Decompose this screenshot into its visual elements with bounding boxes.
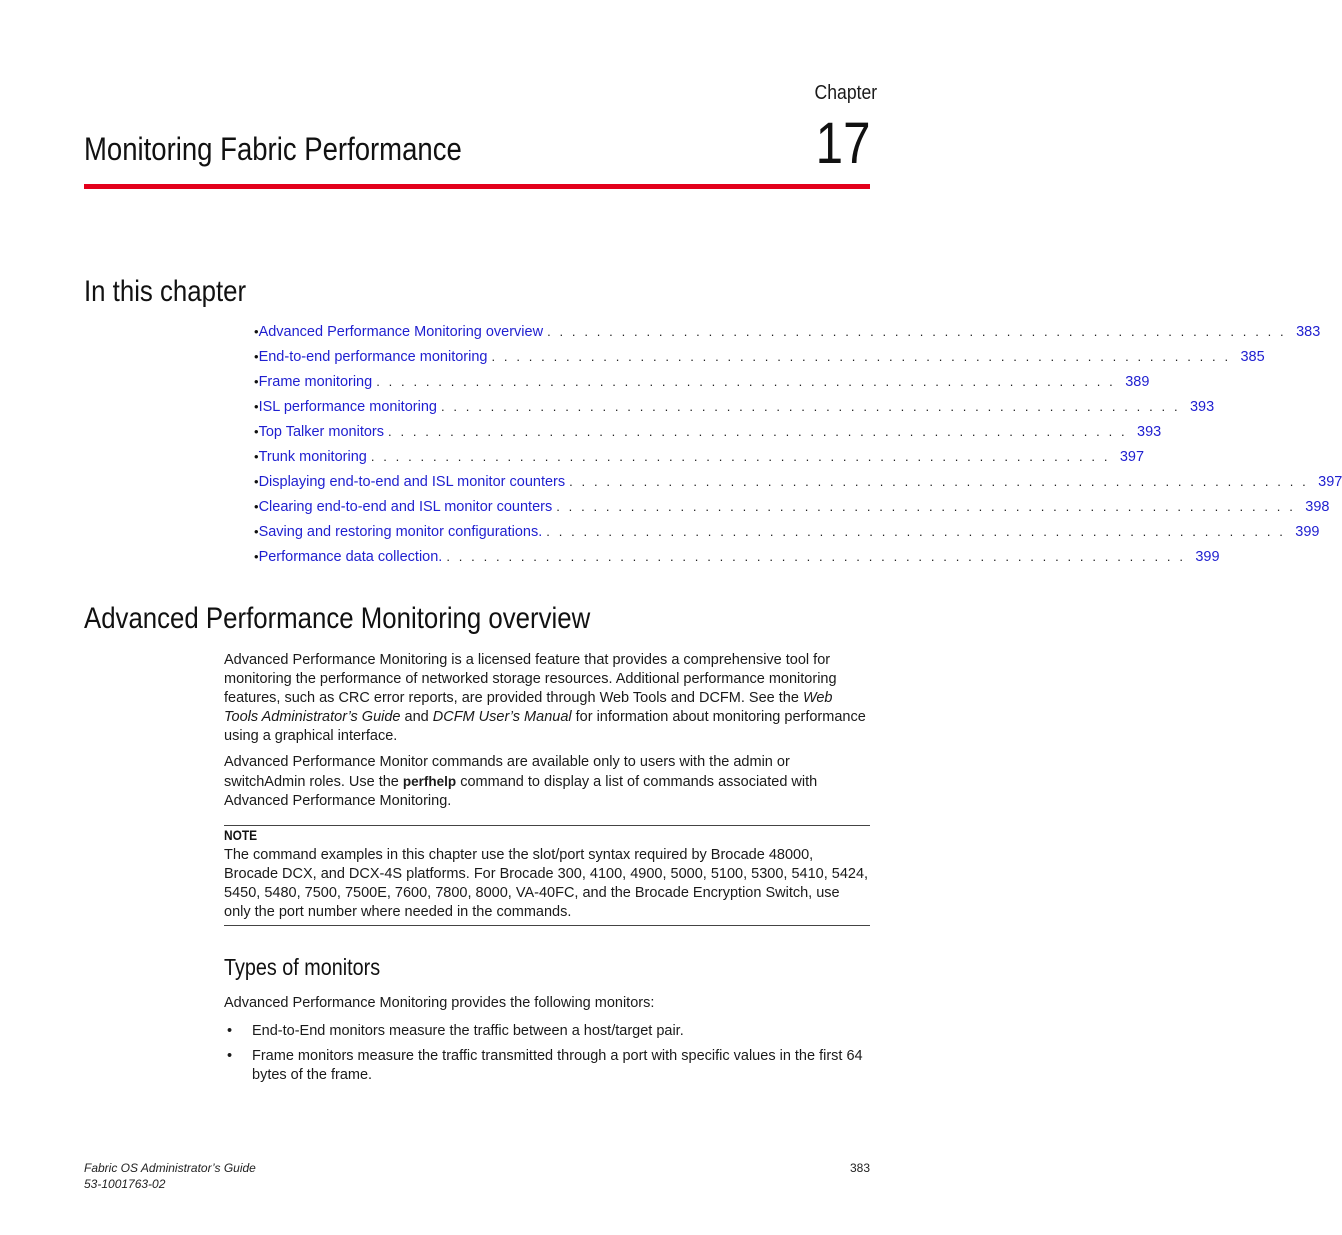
monitor-types-list <box>224 1022 870 1085</box>
note-top-rule <box>224 825 870 826</box>
toc-page-number[interactable]: 383 <box>1296 324 1321 340</box>
toc-link[interactable]: Saving and restoring monitor configurations. <box>258 524 543 540</box>
perfhelp-command: perfhelp <box>402 774 457 789</box>
toc-leader-dots: . . . . . . . . . . . . . . . . . . . . . . . . . . . . . . . . . . . . . . . . . . . . . . . . . . . . . . . . . . . . <box>556 499 1296 514</box>
toc-leader-dots: . . . . . . . . . . . . . . . . . . . . . . . . . . . . . . . . . . . . . . . . . . . . . . . . . . . . . . . . . . . . <box>569 474 1309 489</box>
toc-leader-dots: . . . . . . . . . . . . . . . . . . . . . . . . . . . . . . . . . . . . . . . . . . . . . . . . . . . . . . . . . . . . <box>370 449 1111 464</box>
bullet-icon: • <box>227 1048 233 1064</box>
toc-leader-dots: . . . . . . . . . . . . . . . . . . . . . . . . . . . . . . . . . . . . . . . . . . . . . . . . . . . . . . . . . . . . <box>440 399 1181 414</box>
toc-link[interactable]: Clearing end-to-end and ISL monitor counters <box>258 499 553 515</box>
footer-page-number: 383 <box>849 1161 870 1175</box>
bullet-icon: • <box>254 324 259 339</box>
toc-leader-dots: . . . . . . . . . . . . . . . . . . . . . . . . . . . . . . . . . . . . . . . . . . . . . . . . . . . . . . . . . . . . <box>446 549 1186 564</box>
toc-page-number[interactable]: 393 <box>1189 399 1215 415</box>
toc-entry[interactable] <box>254 546 1220 571</box>
toc-page-number[interactable]: 385 <box>1240 349 1265 365</box>
note-bottom-rule <box>224 925 870 926</box>
toc-entry[interactable] <box>254 471 1342 496</box>
toc-entry[interactable] <box>254 321 1321 346</box>
toc-link[interactable]: ISL performance monitoring <box>258 399 437 415</box>
toc-leader-dots: . . . . . . . . . . . . . . . . . . . . . . . . . . . . . . . . . . . . . . . . . . . . . . . . . . . . . . . . . . . . <box>376 374 1116 389</box>
toc-entry[interactable] <box>254 396 1215 421</box>
bullet-icon: • <box>254 549 259 564</box>
bullet-icon: • <box>254 524 259 539</box>
toc-page-number[interactable]: 397 <box>1119 449 1145 465</box>
toc-leader-dots: . . . . . . . . . . . . . . . . . . . . . . . . . . . . . . . . . . . . . . . . . . . . . . . . . . . . . . . . . . . . <box>547 324 1287 339</box>
note-text: The command examples in this chapter use the slot/port syntax required by Brocade 48000, Brocade DCX, and DCX-4S platforms. For Brocade 300, 4100, 4900, 5000, 5100, 5300, 5410, 5424, 5450, 5480, 7500, 7500E, 7600, 7800, 8000, VA-40FC, and the Brocade Encryption Switch, use only the port number where needed in the commands. <box>224 847 869 920</box>
toc-link[interactable]: Displaying end-to-end and ISL monitor counters <box>258 474 566 490</box>
list-item: • Frame monitors measure the traffic transmitted through a port with specific values in the first 64 bytes of the frame. <box>227 1048 863 1083</box>
bullet-icon: • <box>254 349 259 364</box>
toc-page-number[interactable]: 389 <box>1125 374 1150 390</box>
footer-doc-title: Fabric OS Administrator’s Guide <box>84 1161 256 1175</box>
bullet-icon: • <box>254 399 259 414</box>
bullet-icon: • <box>254 474 259 489</box>
overview-paragraph-1: Advanced Performance Monitoring is a licensed feature that provides a comprehensive tool for monitoring the performance of networked storage resources. Additional performance monitoring features, such as CRC error reports, are provided through Web Tools and DCFM. See the Web Tools Administrator’s Guide and DCFM User’s Manual for information about monitoring performance using a graphical interface. <box>224 652 866 744</box>
toc-leader-dots: . . . . . . . . . . . . . . . . . . . . . . . . . . . . . . . . . . . . . . . . . . . . . . . . . . . . . . . . . . . . <box>491 349 1231 364</box>
bullet-icon: • <box>254 449 259 464</box>
dcfm-manual-ref: DCFM User’s Manual <box>432 709 572 725</box>
toc-entry[interactable] <box>254 496 1330 521</box>
bullet-icon: • <box>254 374 259 389</box>
toc-entry[interactable] <box>254 371 1150 396</box>
toc-leader-dots: . . . . . . . . . . . . . . . . . . . . . . . . . . . . . . . . . . . . . . . . . . . . . . . . . . . . . . . . . . . . <box>546 524 1286 539</box>
footer-doc-number: 53-1001763-02 <box>84 1177 166 1191</box>
toc-page-number[interactable]: 398 <box>1305 499 1330 515</box>
overview-paragraph-2: Advanced Performance Monitor commands are available only to users with the admin or switchAdmin roles. Use the perfhelp command to display a list of commands associated with Advanced Performance Monitoring. <box>224 754 818 809</box>
web-tools-guide-ref: Web Tools Administrator’s Guide <box>224 690 833 725</box>
toc-page-number[interactable]: 399 <box>1195 549 1220 565</box>
toc-page-number[interactable]: 399 <box>1295 524 1320 540</box>
page-title: Monitoring Fabric Performance <box>84 131 462 167</box>
toc-entry[interactable] <box>254 346 1265 371</box>
toc-page-number[interactable]: 397 <box>1318 474 1342 490</box>
types-heading: Types of monitors <box>224 954 381 980</box>
types-intro: Advanced Performance Monitoring provides the following monitors: <box>224 995 655 1011</box>
toc-entry[interactable] <box>254 421 1162 446</box>
toc-link[interactable]: Frame monitoring <box>258 374 373 390</box>
toc-link[interactable]: Advanced Performance Monitoring overview <box>258 324 544 340</box>
title-rule <box>84 184 870 189</box>
note-label: NOTE <box>224 827 258 843</box>
toc-list <box>254 321 1342 571</box>
chapter-number: 17 <box>816 111 871 176</box>
toc-link[interactable]: Top Talker monitors <box>258 424 385 440</box>
toc-link[interactable]: Trunk monitoring <box>258 449 367 465</box>
bullet-icon: • <box>254 499 259 514</box>
chapter-label: Chapter <box>814 82 877 104</box>
bullet-icon: • <box>254 424 259 439</box>
toc-link[interactable]: Performance data collection. <box>258 549 443 565</box>
in-this-chapter-heading: In this chapter <box>84 275 247 308</box>
list-item: • End-to-End monitors measure the traffic between a host/target pair. <box>227 1023 684 1039</box>
bullet-icon: • <box>227 1023 233 1039</box>
toc-entry[interactable] <box>254 446 1145 471</box>
toc-entry[interactable] <box>254 521 1320 546</box>
toc-page-number[interactable]: 393 <box>1137 424 1162 440</box>
overview-heading: Advanced Performance Monitoring overview <box>84 602 591 635</box>
toc-leader-dots: . . . . . . . . . . . . . . . . . . . . . . . . . . . . . . . . . . . . . . . . . . . . . . . . . . . . . . . . . . . . <box>388 424 1128 439</box>
toc-link[interactable]: End-to-end performance monitoring <box>258 349 488 365</box>
